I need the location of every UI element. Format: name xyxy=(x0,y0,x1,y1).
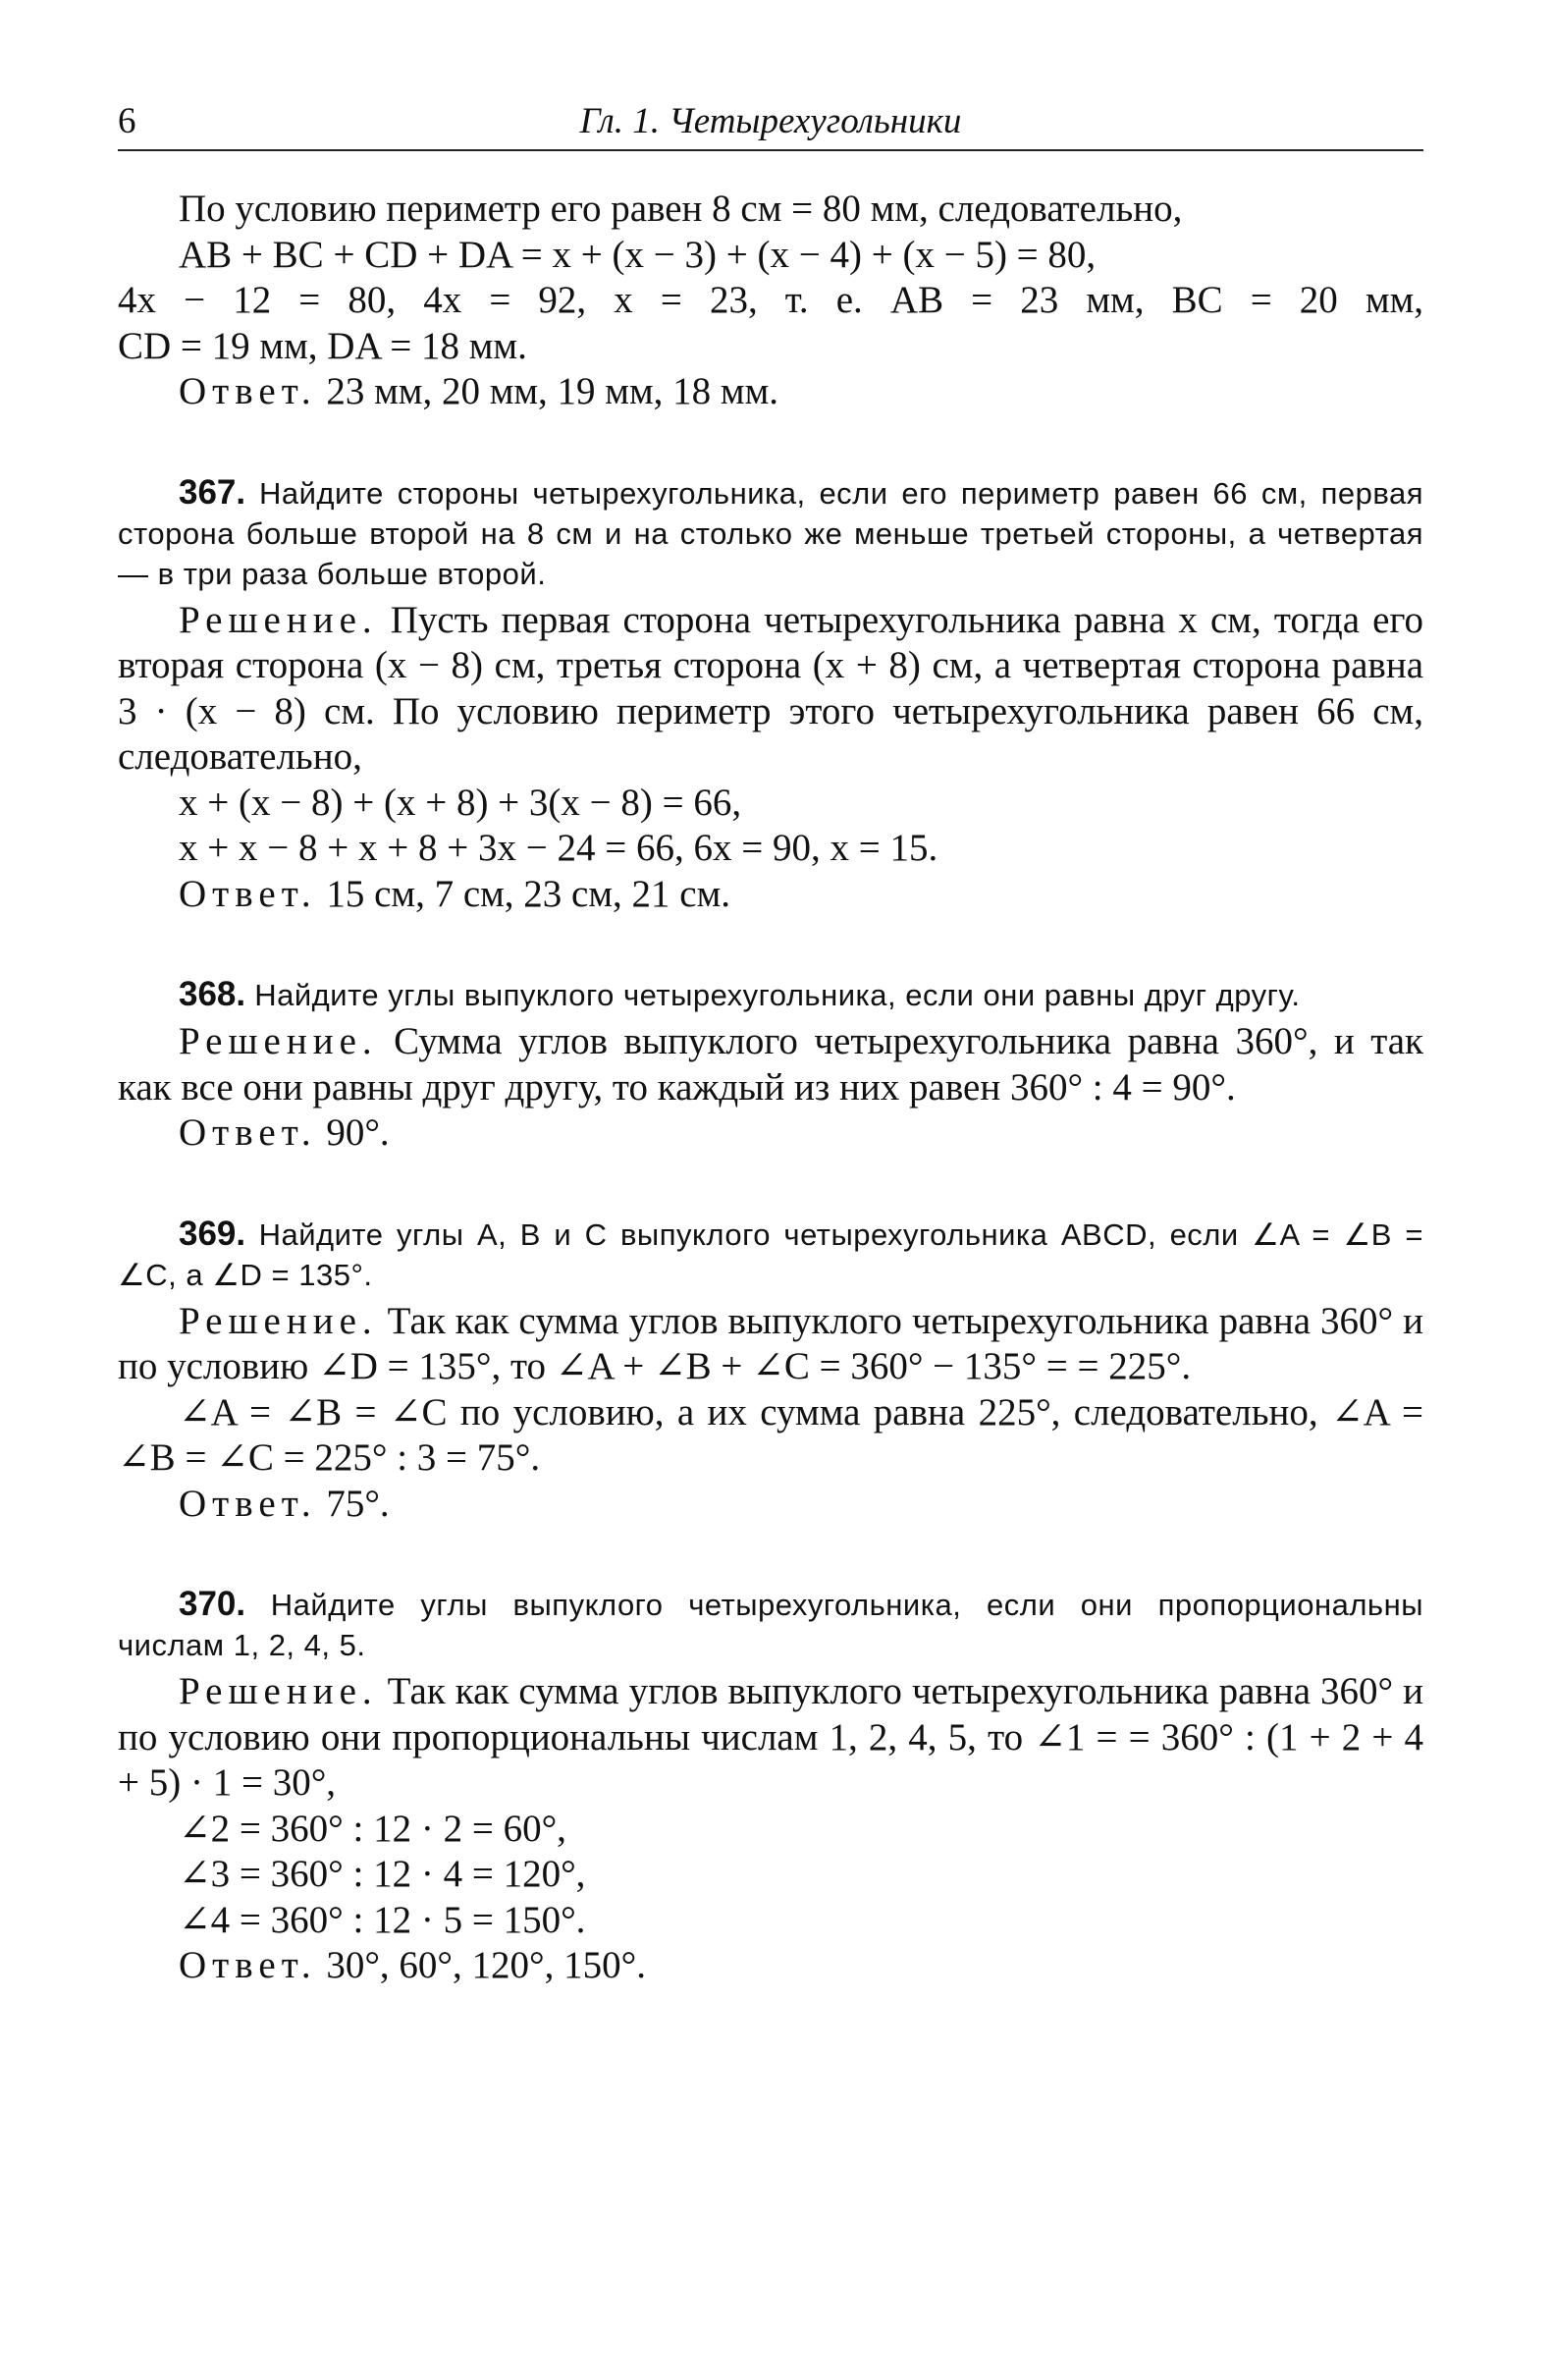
answer-text: 23 мм, 20 мм, 19 мм, 18 мм. xyxy=(316,370,779,412)
answer xyxy=(118,1110,1423,1157)
solution-label: Решение. xyxy=(179,1299,378,1342)
formula-line: x + (x − 8) + (x + 8) + 3(x − 8) = 66, xyxy=(179,781,742,824)
page-header xyxy=(118,100,1423,151)
formula-line: ∠2 = 360° : 12 · 2 = 60°, xyxy=(179,1807,566,1850)
running-title: Гл. 1. Четырехугольники xyxy=(579,101,962,141)
answer-label: Ответ. xyxy=(179,872,317,915)
answer-text: 30°, 60°, 120°, 150°. xyxy=(316,1944,646,1986)
solution-text: Так как сумма углов выпуклого четырехугольника равна 360° и по условию ∠D = 135°, то ∠A + ∠B + ∠C = 360° − 135° = = 225°. xyxy=(118,1299,1423,1387)
solution xyxy=(118,1669,1423,1807)
problem-368 xyxy=(118,974,1423,1157)
answer-label: Ответ. xyxy=(179,1482,317,1525)
answer-text: 90°. xyxy=(316,1111,390,1154)
formula-line: AB + BC + CD + DA = x + (x − 3) + (x − 4) + (x − 5) = 80, xyxy=(179,233,1097,276)
formula-line: CD = 19 мм, DA = 18 мм. xyxy=(118,324,527,367)
problem-text: Найдите стороны четырехугольника, если его периметр равен 66 см, первая сторона больше второй на 8 см и на столько же меньше третьей стороны, а четвертая — в три раза больше второй. xyxy=(118,475,1423,591)
solution-line: По условию периметр его равен 8 см = 80 мм, следовательно, xyxy=(179,188,1183,230)
solution-continued: ∠A = ∠B = ∠C по условию, а их сумма равна 225°, следовательно, ∠A = ∠B = ∠C = 225° : 3 = 75°. xyxy=(118,1390,1423,1479)
formula-line: x + x − 8 + x + 8 + 3x − 24 = 66, 6x = 90, x = 15. xyxy=(179,827,938,869)
problem-number: 370. xyxy=(179,1585,246,1623)
problem-statement xyxy=(118,974,1423,1015)
problem-number: 369. xyxy=(179,1214,246,1253)
answer xyxy=(118,872,1423,918)
answer xyxy=(118,369,1423,415)
problem-text: Найдите углы выпуклого четырехугольника, если они равны друг другу. xyxy=(245,978,1301,1012)
formula-line: ∠4 = 360° : 12 · 5 = 150°. xyxy=(179,1898,586,1941)
answer-text: 75°. xyxy=(316,1482,390,1525)
answer-label: Ответ. xyxy=(179,1944,317,1986)
formula-line: 4x − 12 = 80, 4x = 92, x = 23, т. е. AB = 23 мм, BC = 20 мм, xyxy=(118,279,1423,321)
problem-367 xyxy=(118,472,1423,918)
answer xyxy=(118,1482,1423,1528)
answer-label: Ответ. xyxy=(179,1111,317,1154)
answer-label: Ответ. xyxy=(179,370,317,412)
problem-text: Найдите углы выпуклого четырехугольника, если они пропорциональны числам 1, 2, 4, 5. xyxy=(118,1588,1423,1662)
page-body xyxy=(118,187,1423,1989)
solution-text: Так как сумма углов выпуклого четырехугольника равна 360° и по условию они пропорциональны числам 1, 2, 4, 5, то ∠1 = = 360° : (1 + 2 + 4 + 5) · 1 = 30°, xyxy=(118,1670,1423,1804)
problem-number: 368. xyxy=(179,975,246,1013)
solution-label: Решение. xyxy=(179,1020,378,1062)
problem-369 xyxy=(118,1214,1423,1528)
problem-statement xyxy=(118,1584,1423,1665)
problem-370 xyxy=(118,1584,1423,1989)
continued-solution xyxy=(118,187,1423,415)
solution-text: Сумма углов выпуклого четырехугольника равна 360°, и так как все они равны друг другу, то каждый из них равен 360° : 4 = 90°. xyxy=(118,1020,1423,1109)
problem-text: Найдите углы A, B и C выпуклого четырехугольника ABCD, если ∠A = ∠B = ∠C, а ∠D = 135°. xyxy=(118,1217,1423,1292)
solution-label: Решение. xyxy=(179,1670,378,1712)
problem-number: 367. xyxy=(179,472,246,512)
problem-statement xyxy=(118,1214,1423,1295)
solution xyxy=(118,598,1423,781)
formula-line: ∠3 = 360° : 12 · 4 = 120°, xyxy=(179,1853,586,1895)
solution-text: Пусть первая сторона четырехугольника равна x см, тогда его вторая сторона (x − 8) см, третья сторона (x + 8) см, а четвертая сторона равна 3 · (x − 8) см. По условию периметр этого четырехугольника равен 66 см, следовательно, xyxy=(118,598,1423,778)
answer-text: 15 см, 7 см, 23 см, 21 см. xyxy=(316,872,731,915)
solution-label: Решение. xyxy=(179,598,378,641)
solution xyxy=(118,1299,1423,1390)
answer xyxy=(118,1943,1423,1989)
page-number: 6 xyxy=(118,101,136,141)
problem-statement xyxy=(118,472,1423,594)
solution xyxy=(118,1019,1423,1110)
